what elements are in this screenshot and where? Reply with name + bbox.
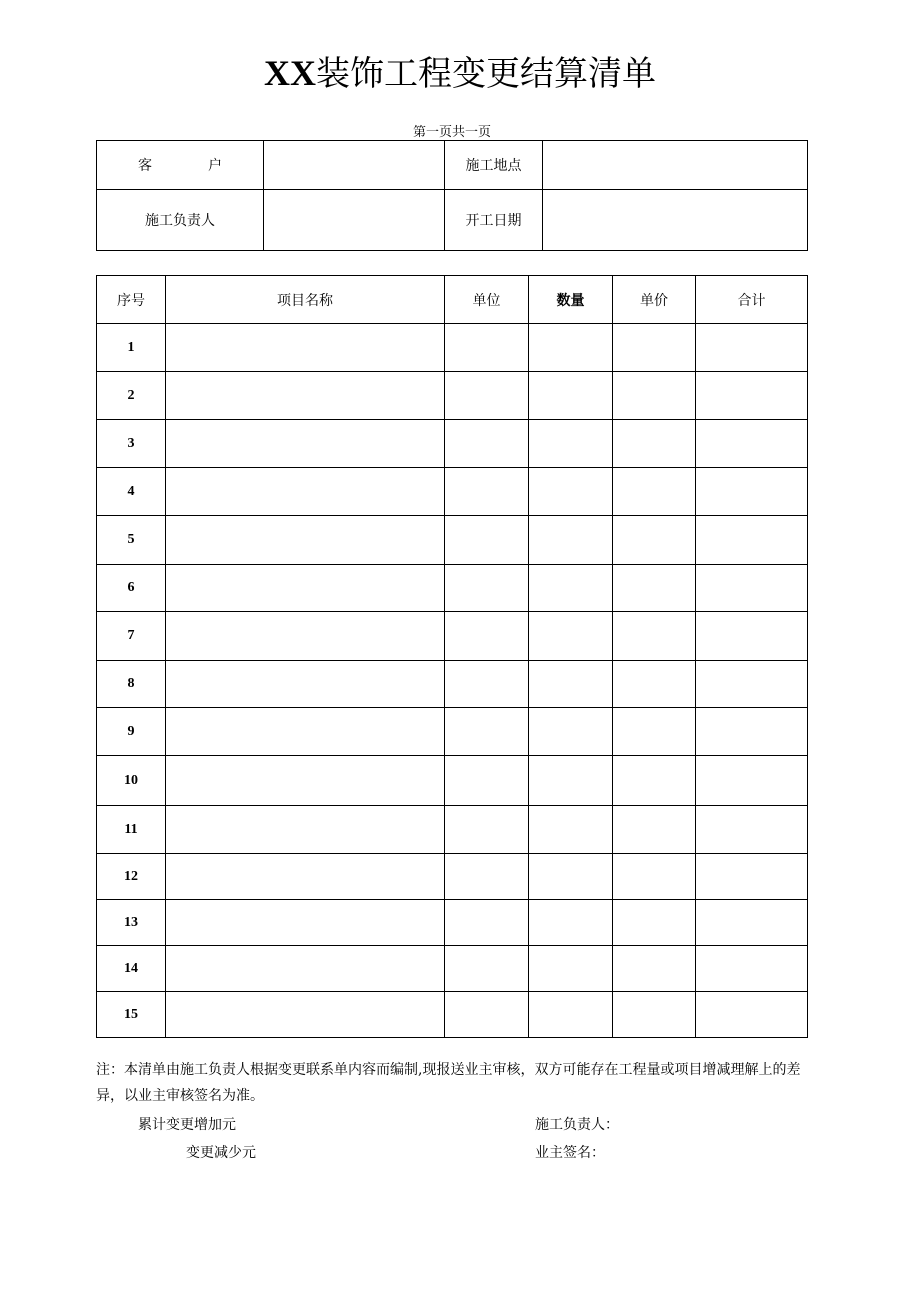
unit-price-cell[interactable] (613, 324, 696, 372)
item-name-cell[interactable] (166, 661, 445, 708)
unit-price-cell[interactable] (613, 612, 696, 661)
unit-price-cell[interactable] (613, 854, 696, 900)
unit-cell[interactable] (445, 612, 529, 661)
row-seq-number: 15 (97, 992, 166, 1038)
total-cell[interactable] (696, 420, 808, 468)
quantity-cell[interactable] (529, 661, 613, 708)
row-seq-number: 2 (97, 372, 166, 420)
cumulative-increase-label: 累计变更增加元 (138, 1117, 236, 1133)
total-cell[interactable] (696, 756, 808, 806)
header-seq: 序号 (97, 276, 166, 324)
table-row (97, 756, 808, 806)
unit-price-cell[interactable] (613, 661, 696, 708)
header-unit-price: 单价 (613, 276, 696, 324)
row-seq-number: 6 (97, 565, 166, 612)
table-row (97, 565, 808, 612)
quantity-cell[interactable] (529, 372, 613, 420)
row-seq-number: 7 (97, 612, 166, 661)
site-value[interactable] (543, 141, 808, 190)
header-total: 合计 (696, 276, 808, 324)
total-cell[interactable] (696, 854, 808, 900)
customer-label-part-2: 户 (208, 158, 222, 174)
unit-price-cell[interactable] (613, 756, 696, 806)
quantity-cell[interactable] (529, 612, 613, 661)
unit-cell[interactable] (445, 946, 529, 992)
manager-label: 施工负责人 (97, 190, 264, 251)
item-name-cell[interactable] (166, 324, 445, 372)
row-seq-number: 14 (97, 946, 166, 992)
unit-cell[interactable] (445, 468, 529, 516)
note-text: 注：本清单由施工负责人根据变更联系单内容而编制,现报送业主审核，双方可能存在工程量或项目增减理解上的差异，以业主审核签名为准。 (96, 1062, 801, 1104)
total-cell[interactable] (696, 516, 808, 565)
quantity-cell[interactable] (529, 756, 613, 806)
total-cell[interactable] (696, 946, 808, 992)
table-row (97, 854, 808, 900)
customer-label-part-1: 客 (138, 158, 152, 174)
item-name-cell[interactable] (166, 900, 445, 946)
quantity-cell[interactable] (529, 946, 613, 992)
row-seq-number: 10 (97, 756, 166, 806)
quantity-cell[interactable] (529, 708, 613, 756)
table-row (97, 420, 808, 468)
quantity-cell[interactable] (529, 324, 613, 372)
quantity-cell[interactable] (529, 420, 613, 468)
total-cell[interactable] (696, 565, 808, 612)
header-quantity: 数量 (529, 276, 613, 324)
item-name-cell[interactable] (166, 420, 445, 468)
unit-cell[interactable] (445, 992, 529, 1038)
page-title (0, 50, 920, 97)
quantity-cell[interactable] (529, 468, 613, 516)
total-cell[interactable] (696, 661, 808, 708)
table-row (97, 516, 808, 565)
unit-price-cell[interactable] (613, 516, 696, 565)
total-cell[interactable] (696, 900, 808, 946)
total-cell[interactable] (696, 708, 808, 756)
manager-signature-label: 施工负责人： (535, 1117, 619, 1133)
unit-price-cell[interactable] (613, 806, 696, 854)
unit-cell[interactable] (445, 756, 529, 806)
table-header-row (97, 276, 808, 324)
row-seq-number: 4 (97, 468, 166, 516)
quantity-cell[interactable] (529, 806, 613, 854)
item-name-cell[interactable] (166, 854, 445, 900)
unit-price-cell[interactable] (613, 900, 696, 946)
item-name-cell[interactable] (166, 806, 445, 854)
row-seq-number: 8 (97, 661, 166, 708)
quantity-cell[interactable] (529, 854, 613, 900)
unit-cell[interactable] (445, 661, 529, 708)
total-cell[interactable] (696, 992, 808, 1038)
quantity-cell[interactable] (529, 516, 613, 565)
total-cell[interactable] (696, 324, 808, 372)
title-main: 装饰工程变更结算清单 (316, 54, 656, 94)
customer-value[interactable] (264, 141, 445, 190)
table-row (97, 612, 808, 661)
start-date-value[interactable] (543, 190, 808, 251)
item-name-cell[interactable] (166, 612, 445, 661)
row-seq-number: 11 (97, 806, 166, 854)
item-name-cell[interactable] (166, 516, 445, 565)
item-name-cell[interactable] (166, 992, 445, 1038)
unit-price-cell[interactable] (613, 565, 696, 612)
row-seq-number: 9 (97, 708, 166, 756)
item-name-cell[interactable] (166, 756, 445, 806)
unit-cell[interactable] (445, 516, 529, 565)
owner-signature-label: 业主签名： (535, 1145, 605, 1161)
quantity-cell[interactable] (529, 900, 613, 946)
unit-price-cell[interactable] (613, 468, 696, 516)
unit-cell[interactable] (445, 324, 529, 372)
unit-price-cell[interactable] (613, 372, 696, 420)
row-seq-number: 1 (97, 324, 166, 372)
unit-cell[interactable] (445, 565, 529, 612)
row-seq-number: 12 (97, 854, 166, 900)
header-item-name: 项目名称 (166, 276, 445, 324)
table-row (97, 372, 808, 420)
unit-cell[interactable] (445, 708, 529, 756)
table-row (97, 900, 808, 946)
header-unit: 单位 (445, 276, 529, 324)
unit-price-cell[interactable] (613, 946, 696, 992)
row-seq-number: 13 (97, 900, 166, 946)
unit-cell[interactable] (445, 806, 529, 854)
project-info-table (96, 140, 808, 251)
total-cell[interactable] (696, 806, 808, 854)
quantity-cell[interactable] (529, 565, 613, 612)
start-date-label: 开工日期 (445, 190, 543, 251)
unit-cell[interactable] (445, 854, 529, 900)
unit-price-cell[interactable] (613, 708, 696, 756)
unit-price-cell[interactable] (613, 992, 696, 1038)
table-row (97, 661, 808, 708)
table-row (97, 468, 808, 516)
table-row (97, 708, 808, 756)
table-row (97, 324, 808, 372)
table-row (97, 992, 808, 1038)
total-cell[interactable] (696, 468, 808, 516)
unit-cell[interactable] (445, 900, 529, 946)
row-seq-number: 3 (97, 420, 166, 468)
table-row (97, 946, 808, 992)
manager-value[interactable] (264, 190, 445, 251)
title-prefix: XX (264, 53, 316, 93)
total-cell[interactable] (696, 612, 808, 661)
site-label: 施工地点 (445, 141, 543, 190)
unit-price-cell[interactable] (613, 420, 696, 468)
item-name-cell[interactable] (166, 468, 445, 516)
item-name-cell[interactable] (166, 372, 445, 420)
page-count-label: 第一页共一页 (412, 125, 491, 140)
row-seq-number: 5 (97, 516, 166, 565)
items-table (96, 275, 808, 1038)
item-name-cell[interactable] (166, 946, 445, 992)
total-cell[interactable] (696, 372, 808, 420)
decrease-label: 变更减少元 (186, 1145, 256, 1161)
item-name-cell[interactable] (166, 708, 445, 756)
table-row (97, 806, 808, 854)
quantity-cell[interactable] (529, 992, 613, 1038)
unit-cell[interactable] (445, 372, 529, 420)
item-name-cell[interactable] (166, 565, 445, 612)
unit-cell[interactable] (445, 420, 529, 468)
customer-label (97, 141, 264, 190)
